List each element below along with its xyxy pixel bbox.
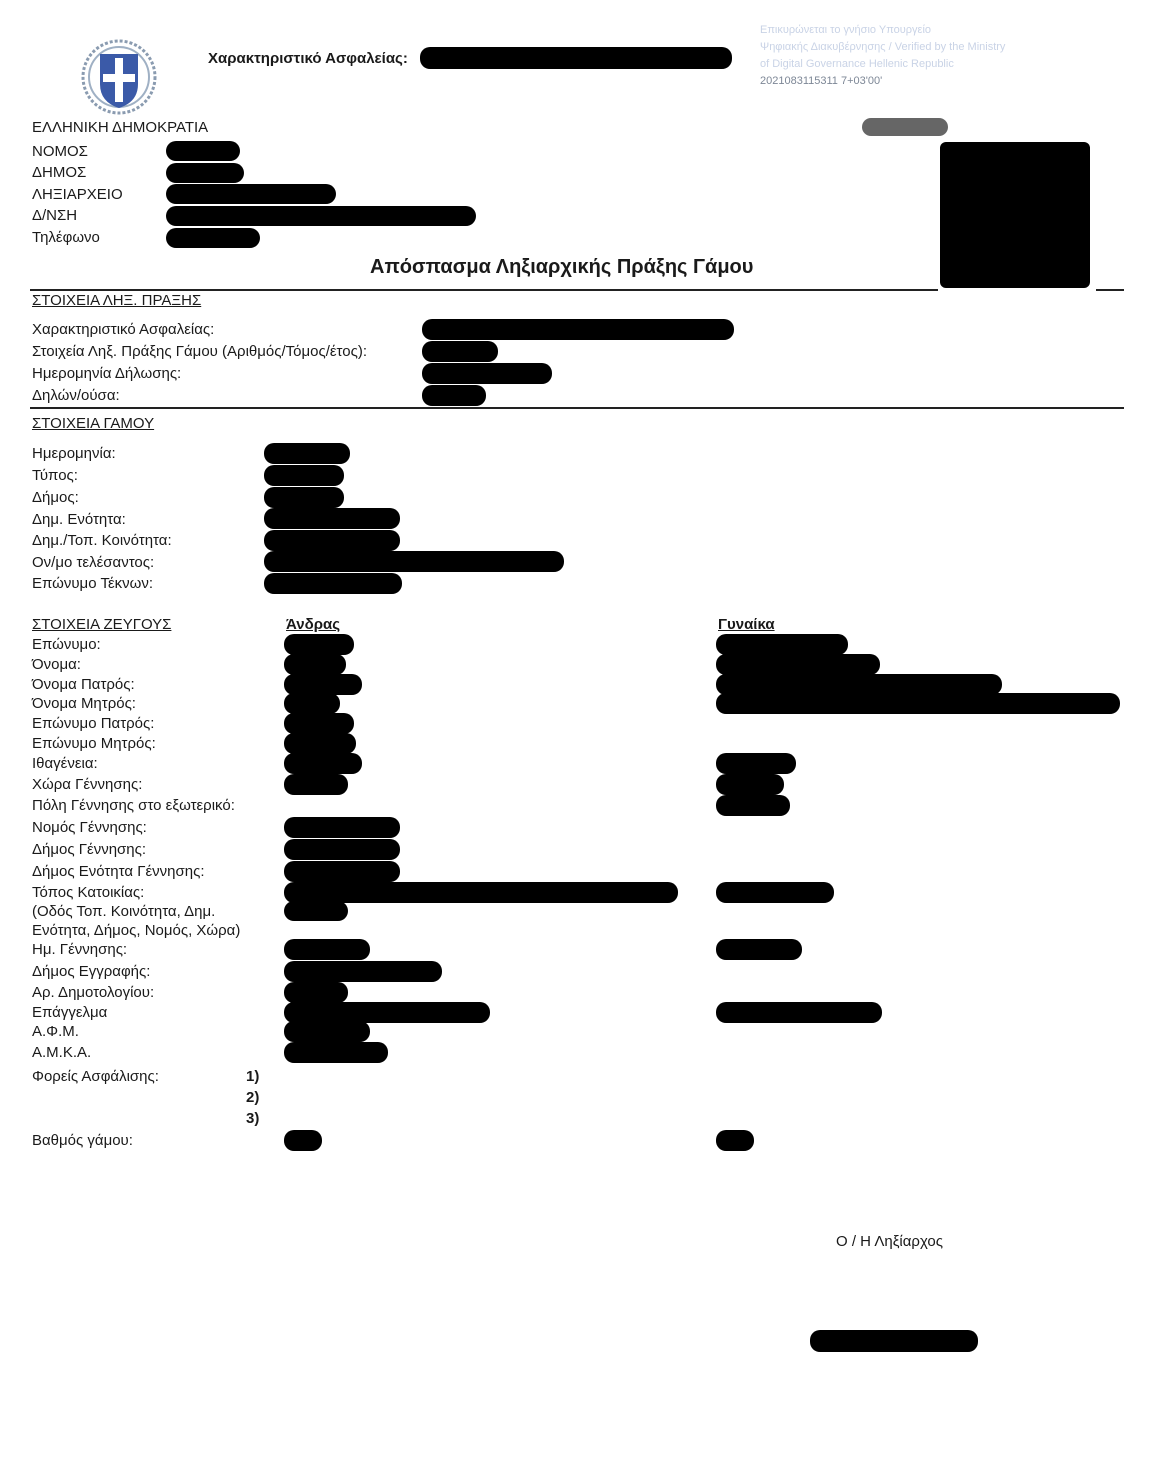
act-security-label: Χαρακτηριστικό Ασφαλείας: (32, 321, 215, 338)
redacted-husband-birth-unit (284, 861, 400, 882)
birth-date-label: Ημ. Γέννησης: (32, 941, 128, 958)
phone-label: Τηλέφωνο (32, 229, 100, 246)
redacted-marriage-unit (264, 508, 400, 529)
document-title: Απόσπασμα Ληξιαρχικής Πράξης Γάμου (370, 256, 754, 278)
redacted-phone (166, 228, 260, 248)
father-name-label: Όνομα Πατρός: (32, 676, 135, 693)
stamp-line-1: Επικυρώνεται το γνήσιο Υπουργείο (760, 24, 931, 36)
redacted-marriage-date (264, 443, 350, 464)
digital-verification-stamp (760, 22, 1005, 90)
birth-municipal-unit-label: Δήμος Ενότητα Γέννησης: (32, 863, 205, 880)
redacted-husband-father-surname (284, 713, 354, 734)
birth-municipality-label: Δήμος Γέννησης: (32, 841, 147, 858)
redacted-wife-mother-name (716, 693, 1120, 714)
act-section-divider (30, 407, 1124, 409)
redacted-wife-surname (716, 634, 848, 655)
mother-name-label: Όνομα Μητρός: (32, 695, 136, 712)
redacted-husband-birth-country (284, 774, 348, 795)
declarant-label: Δηλών/ούσα: (32, 387, 120, 404)
redacted-husband-marriage-degree (284, 1130, 322, 1151)
redacted-declarant (422, 385, 486, 406)
redacted-security-code (420, 47, 732, 69)
redacted-husband-mother-surname (284, 733, 356, 754)
marriage-degree-label: Βαθμός γάμου: (32, 1132, 133, 1149)
redacted-officiant (264, 551, 564, 572)
redacted-husband-registration (284, 961, 442, 982)
republic-label: ΕΛΛΗΝΙΚΗ ΔΗΜΟΚΡΑΤΙΑ (32, 119, 209, 136)
insurance-fund-3: 3) (246, 1110, 260, 1127)
stamp-line-4: 2021083115311 7+03'00' (760, 75, 883, 87)
mother-surname-label: Επώνυμο Μητρός: (32, 735, 156, 752)
children-surname-label: Επώνυμο Τέκνων: (32, 575, 154, 592)
greek-coat-of-arms-logo (80, 38, 158, 116)
birth-prefecture-label: Νομός Γέννησης: (32, 819, 147, 836)
nationality-label: Ιθαγένεια: (32, 755, 98, 772)
redacted-wife-birth-country (716, 774, 784, 795)
redacted-husband-birth-date (284, 939, 370, 960)
redacted-husband-birth-prefecture (284, 817, 400, 838)
redacted-husband-father-name (284, 674, 362, 695)
residence-hint-line2: Ενότητα, Δήμος, Νομός, Χώρα) (32, 922, 241, 939)
registration-municipality-label: Δήμος Εγγραφής: (32, 963, 151, 980)
redacted-registrar-name (810, 1330, 978, 1352)
redacted-husband-amka (284, 1042, 388, 1063)
marriage-date-label: Ημερομηνία: (32, 445, 116, 462)
husband-column-header: Άνδρας (286, 616, 341, 633)
first-name-label: Όνομα: (32, 656, 81, 673)
redacted-act-security (422, 319, 734, 340)
header-security-label: Χαρακτηριστικό Ασφαλείας: (208, 50, 408, 67)
stamp-line-3: of Digital Governance Hellenic Republic (760, 58, 954, 70)
redacted-wife-birth-date (716, 939, 802, 960)
redacted-wife-name (716, 654, 880, 675)
redacted-marriage-community (264, 530, 400, 551)
redacted-wife-residence (716, 882, 834, 903)
redacted-husband-registry-number (284, 982, 348, 1003)
title-divider (30, 289, 938, 291)
redacted-qr-code (940, 142, 1090, 288)
residence-label: Τόπος Κατοικίας: (32, 884, 145, 901)
couple-section-heading: ΣΤΟΙΧΕΙΑ ΖΕΥΓΟΥΣ (32, 616, 172, 633)
insurance-funds-label: Φορείς Ασφάλισης: (32, 1068, 159, 1085)
redacted-registry (166, 184, 336, 204)
nomos-label: ΝΟΜΟΣ (32, 143, 88, 160)
father-surname-label: Επώνυμο Πατρός: (32, 715, 155, 732)
redacted-address (166, 206, 476, 226)
redacted-marriage-type (264, 465, 344, 486)
title-divider-right (1096, 289, 1124, 291)
social-security-label: Α.Μ.Κ.Α. (32, 1044, 92, 1061)
redacted-nomos (166, 141, 240, 161)
marriage-community-label: Δημ./Τοπ. Κοινότητα: (32, 532, 172, 549)
redacted-wife-birth-city (716, 795, 790, 816)
marriage-municipality-label: Δήμος: (32, 489, 79, 506)
redacted-husband-surname (284, 634, 354, 655)
marriage-unit-label: Δημ. Ενότητα: (32, 511, 126, 528)
redacted-dimos (166, 163, 244, 183)
profession-label: Επάγγελμα (32, 1004, 108, 1021)
address-label: Δ/ΝΣΗ (32, 207, 78, 224)
redacted-husband-profession (284, 1002, 490, 1023)
tax-id-label: Α.Φ.Μ. (32, 1023, 79, 1040)
act-number-label: Στοιχεία Ληξ. Πράξης Γάμου (Αριθμός/Τόμος/έτος): (32, 343, 368, 360)
surname-label: Επώνυμο: (32, 636, 101, 653)
registry-label: ΛΗΞΙΑΡΧΕΙΟ (32, 186, 123, 203)
wife-column-header: Γυναίκα (718, 616, 775, 633)
officiant-label: Ον/μο τελέσαντος: (32, 554, 155, 571)
redacted-husband-residence-2 (284, 901, 348, 921)
redacted-husband-mother-name (284, 693, 340, 714)
registry-number-label: Αρ. Δημοτολογίου: (32, 984, 155, 1001)
redacted-wife-profession (716, 1002, 882, 1023)
redacted-wife-nationality (716, 753, 796, 774)
redacted-wife-father-name (716, 674, 1002, 695)
redacted-husband-nationality (284, 753, 362, 774)
redacted-top-right-mark (862, 118, 948, 136)
marriage-section-heading: ΣΤΟΙΧΕΙΑ ΓΑΜΟΥ (32, 415, 155, 432)
birth-city-abroad-label: Πόλη Γέννησης στο εξωτερικό: (32, 797, 235, 814)
redacted-husband-residence (284, 882, 678, 903)
marriage-type-label: Τύπος: (32, 467, 78, 484)
redacted-husband-tax-id (284, 1021, 370, 1042)
redacted-husband-birth-municipality (284, 839, 400, 860)
redacted-marriage-municipality (264, 487, 344, 508)
redacted-wife-marriage-degree (716, 1130, 754, 1151)
redacted-children-surname (264, 573, 402, 594)
redacted-declaration-date (422, 363, 552, 384)
registrar-signature-label: Ο / Η Ληξίαρχος (836, 1233, 943, 1250)
stamp-line-2: Ψηφιακής Διακυβέρνησης / Verified by the Ministry (760, 41, 1006, 53)
dimos-label: ΔΗΜΟΣ (32, 164, 87, 181)
redacted-act-number (422, 341, 498, 362)
act-section-heading: ΣΤΟΙΧΕΙΑ ΛΗΞ. ΠΡΑΞΗΣ (32, 292, 202, 309)
insurance-fund-1: 1) (246, 1068, 260, 1085)
redacted-husband-name (284, 654, 346, 675)
declaration-date-label: Ημερομηνία Δήλωσης: (32, 365, 182, 382)
insurance-fund-2: 2) (246, 1089, 260, 1106)
residence-hint-line1: (Οδός Τοπ. Κοινότητα, Δημ. (32, 903, 216, 920)
birth-country-label: Χώρα Γέννησης: (32, 776, 143, 793)
